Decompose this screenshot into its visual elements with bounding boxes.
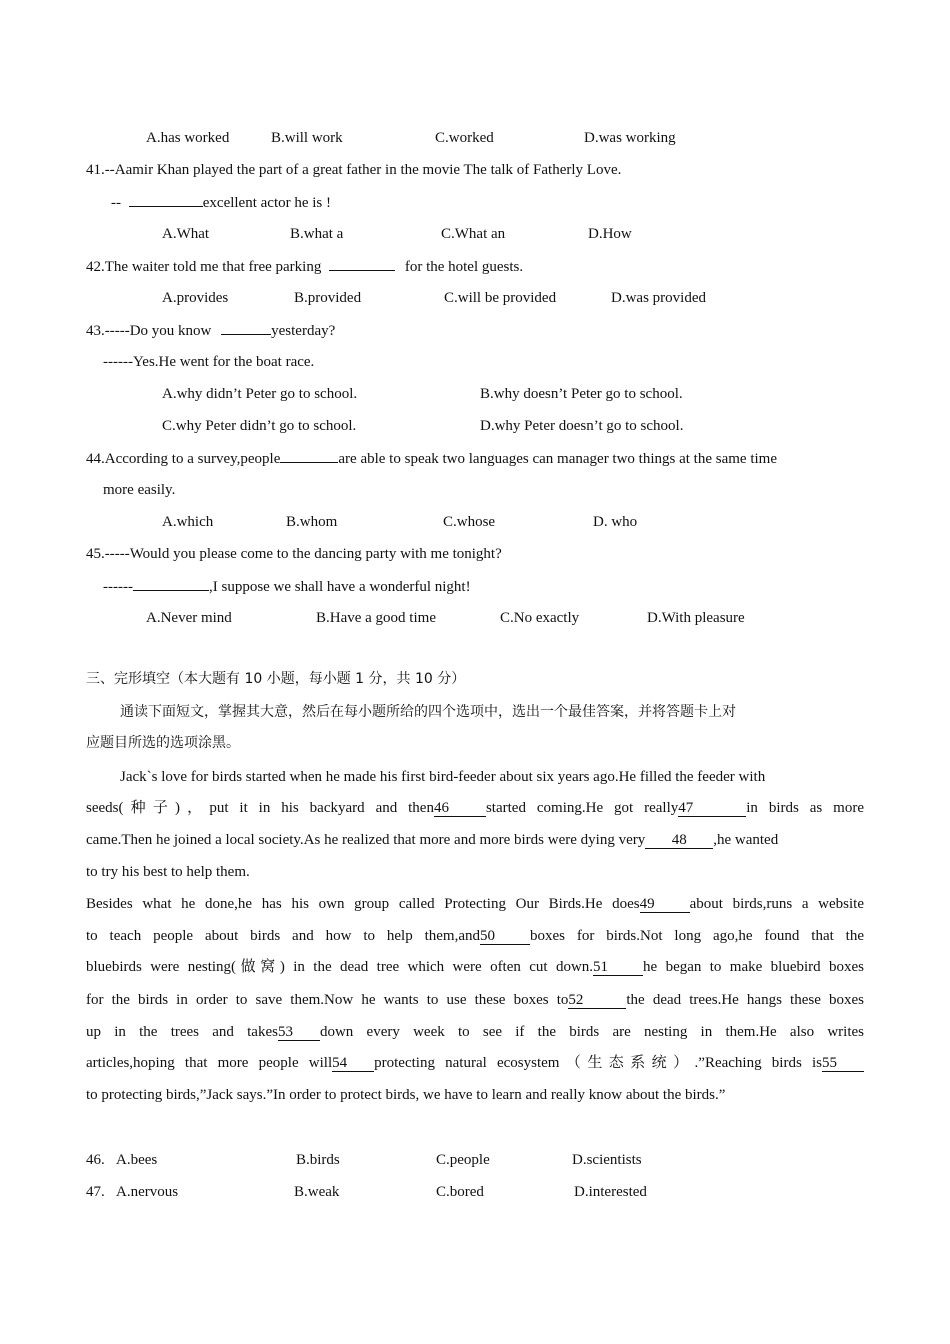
q42-option-d: D.was provided [611, 290, 706, 306]
q44-option-d: D. who [593, 514, 638, 530]
passage-p1-line2 [86, 798, 864, 818]
passage-text: came.Then he joined a local society.As he realized that more and more birds were dying very [86, 832, 646, 848]
passage-text: articles,hoping that more people will [86, 1055, 333, 1071]
passage-text: the dead trees.He hangs these boxes [626, 992, 864, 1008]
q45-reply-suffix: ,I suppose we shall have a wonderful night! [208, 579, 471, 595]
q47-option-d: D.interested [574, 1184, 647, 1200]
q42-option-a: A.provides [162, 290, 229, 306]
q43-option-d: D.why Peter doesn’t go to school. [480, 418, 684, 434]
q41-option-c: C.What an [441, 226, 506, 242]
q46-option-a: A.bees [116, 1152, 158, 1168]
passage-text: seeds(种子)，put it in his backyard and then [86, 800, 434, 816]
q46-number: 46. [86, 1152, 105, 1168]
passage-p2-line7: to protecting birds,”Jack says.”In order to protect birds, we have to learn and really know about the birds.” [86, 1087, 726, 1103]
q43-reply: ------Yes.He went for the boat race. [103, 354, 315, 370]
q41-reply-suffix: excellent actor he is ! [202, 195, 332, 211]
q45-reply [103, 576, 471, 597]
q40-option-d: D.was working [584, 130, 676, 146]
passage-text: started coming.He got really [485, 800, 679, 816]
passage-text: about birds,runs a website [689, 896, 865, 912]
q41-stem: 41.--Aamir Khan played the part of a great father in the movie The talk of Fatherly Love. [86, 162, 622, 178]
q41-blank [129, 192, 203, 207]
q47-option-c: C.bored [436, 1184, 484, 1200]
passage-text: bluebirds were nesting(做窝) in the dead tree which were often cut down. [86, 959, 594, 975]
q45-option-c: C.No exactly [500, 610, 580, 626]
q45-option-d: D.With pleasure [647, 610, 745, 626]
q44-stem-b: are able to speak two languages can manager two things at the same time [338, 451, 777, 467]
passage-p2-line4 [86, 990, 864, 1010]
q43-option-b: B.why doesn’t Peter go to school. [480, 386, 683, 402]
passage-p1-line1: Jack`s love for birds started when he made his first bird-feeder about six years ago.He filled the feeder with [120, 769, 766, 785]
q43-option-a: A.why didn’t Peter go to school. [162, 386, 358, 402]
passage-text: ,he wanted [713, 832, 779, 848]
blank-50: 50 [480, 928, 530, 945]
q45-blank [133, 576, 209, 591]
q42-stem-a: 42.The waiter told me that free parking [86, 259, 322, 275]
q41-option-d: D.How [588, 226, 632, 242]
q44-option-c: C.whose [443, 514, 496, 530]
q47-number: 47. [86, 1184, 105, 1200]
q45-stem: 45.-----Would you please come to the dancing party with me tonight? [86, 546, 502, 562]
passage-p2-line6 [86, 1053, 864, 1073]
passage-p2-line1 [86, 894, 864, 914]
blank-49: 49 [640, 896, 690, 913]
q42-option-b: B.provided [294, 290, 362, 306]
blank-52: 52 [568, 992, 626, 1009]
q44-stem [86, 448, 777, 469]
q47-option-b: B.weak [294, 1184, 340, 1200]
q45-reply-prefix: ------ [103, 579, 133, 595]
q40-option-c: C.worked [435, 130, 494, 146]
passage-text: protecting natural ecosystem（生态系统）.”Reaching birds is [374, 1055, 822, 1071]
passage-p2-line5 [86, 1022, 864, 1042]
blank-47: 47 [678, 800, 746, 817]
q42-stem [86, 256, 523, 277]
q45-option-b: B.Have a good time [316, 610, 436, 626]
q41-reply-prefix: -- [111, 195, 121, 211]
passage-text: boxes for birds.Not long ago,he found that the [530, 928, 865, 944]
q44-option-b: B.whom [286, 514, 338, 530]
q46-option-c: C.people [436, 1152, 490, 1168]
q43-option-c: C.why Peter didn’t go to school. [162, 418, 357, 434]
q44-stem-a: 44.According to a survey,people [86, 451, 281, 467]
blank-48: 48 [645, 832, 713, 849]
q41-option-a: A.What [162, 226, 210, 242]
section3-heading: 三、完形填空（本大题有 10 小题，每小题 1 分，共 10 分） [86, 671, 466, 687]
section3-instruction-line1: 通读下面短文，掌握其大意，然后在每小题所给的四个选项中，选出一个最佳答案，并将答题卡上对 [120, 704, 736, 720]
blank-53: 53 [278, 1024, 320, 1041]
passage-p1-line3 [86, 830, 778, 850]
q41-reply [111, 192, 331, 213]
q46-option-b: B.birds [296, 1152, 340, 1168]
q43-stem [86, 320, 335, 341]
q43-stem-b: yesterday? [271, 323, 336, 339]
passage-text: down every week to see if the birds are nesting in them.He also writes [319, 1024, 864, 1040]
passage-p1-line4: to try his best to help them. [86, 864, 250, 880]
passage-text: to teach people about birds and how to help them,and [86, 928, 480, 944]
q44-option-a: A.which [162, 514, 214, 530]
q40-option-a: A.has worked [146, 130, 230, 146]
passage-text: in birds as more [746, 800, 865, 816]
q43-blank [221, 320, 271, 335]
q46-option-d: D.scientists [572, 1152, 642, 1168]
q45-option-a: A.Never mind [146, 610, 232, 626]
passage-text: Besides what he done,he has his own group called Protecting Our Birds.He does [86, 896, 640, 912]
blank-55: 55 [822, 1055, 864, 1072]
q42-stem-b: for the hotel guests. [404, 259, 524, 275]
passage-text: he began to make bluebird boxes [643, 959, 865, 975]
q41-option-b: B.what a [290, 226, 344, 242]
blank-46: 46 [434, 800, 486, 817]
blank-54: 54 [332, 1055, 374, 1072]
q40-option-b: B.will work [271, 130, 343, 146]
q47-option-a: A.nervous [116, 1184, 179, 1200]
passage-text: for the birds in order to save them.Now he wants to use these boxes to [86, 992, 569, 1008]
section3-instruction-line2: 应题目所选的选项涂黑。 [86, 735, 240, 751]
q42-option-c: C.will be provided [444, 290, 557, 306]
passage-p2-line2 [86, 926, 864, 946]
q44-stem-continued: more easily. [103, 482, 176, 498]
passage-text: up in the trees and takes [86, 1024, 278, 1040]
q42-blank [329, 256, 395, 271]
q44-blank [280, 448, 338, 463]
passage-p2-line3 [86, 957, 864, 977]
blank-51: 51 [593, 959, 643, 976]
q43-stem-a: 43.-----Do you know [86, 323, 212, 339]
